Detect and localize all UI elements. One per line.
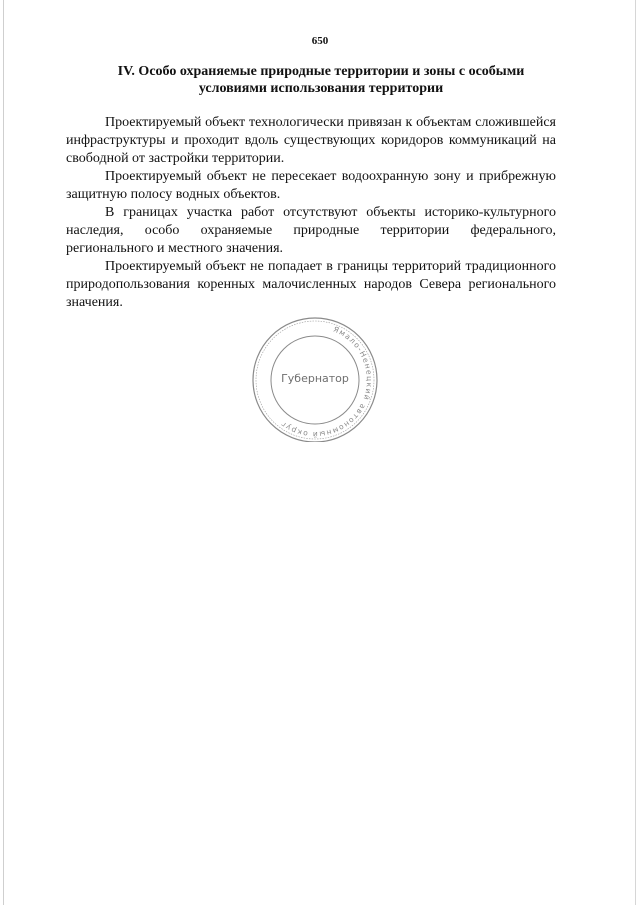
- section-heading: [66, 63, 576, 97]
- page-edge-right: [635, 0, 636, 905]
- paragraph-2: Проектируемый объект не пересекает водоохранную зону и прибрежную защитную полосу водных объектов.: [66, 169, 556, 202]
- body-text: [66, 114, 556, 312]
- paragraph-4: Проектируемый объект не попадает в границы территорий традиционного природопользования коренных малочисленных народов Севера регионального значения.: [66, 259, 556, 310]
- page-edge-left: [3, 0, 4, 905]
- paragraph-1: Проектируемый объект технологически привязан к объектам сложившейся инфраструктуры и проходит вдоль существующих коридоров коммуникаций на свободной от застройки территории.: [66, 115, 556, 166]
- section-heading-line-2: условиями использования территории: [198, 81, 444, 96]
- section-heading-line-1: IV. Особо охраняемые природные территории и зоны с особыми: [117, 64, 525, 79]
- paragraph-3: В границах участка работ отсутствуют объекты историко-культурного наследия, особо охраняемые природные территории федерального, регионального и местного значения.: [66, 205, 556, 256]
- official-stamp: [247, 314, 383, 442]
- stamp-ring-text: Ямало-Ненецкий автономный округ: [278, 324, 374, 439]
- page-number: 650: [311, 35, 329, 47]
- stamp-center-text: Губернатор: [281, 372, 349, 385]
